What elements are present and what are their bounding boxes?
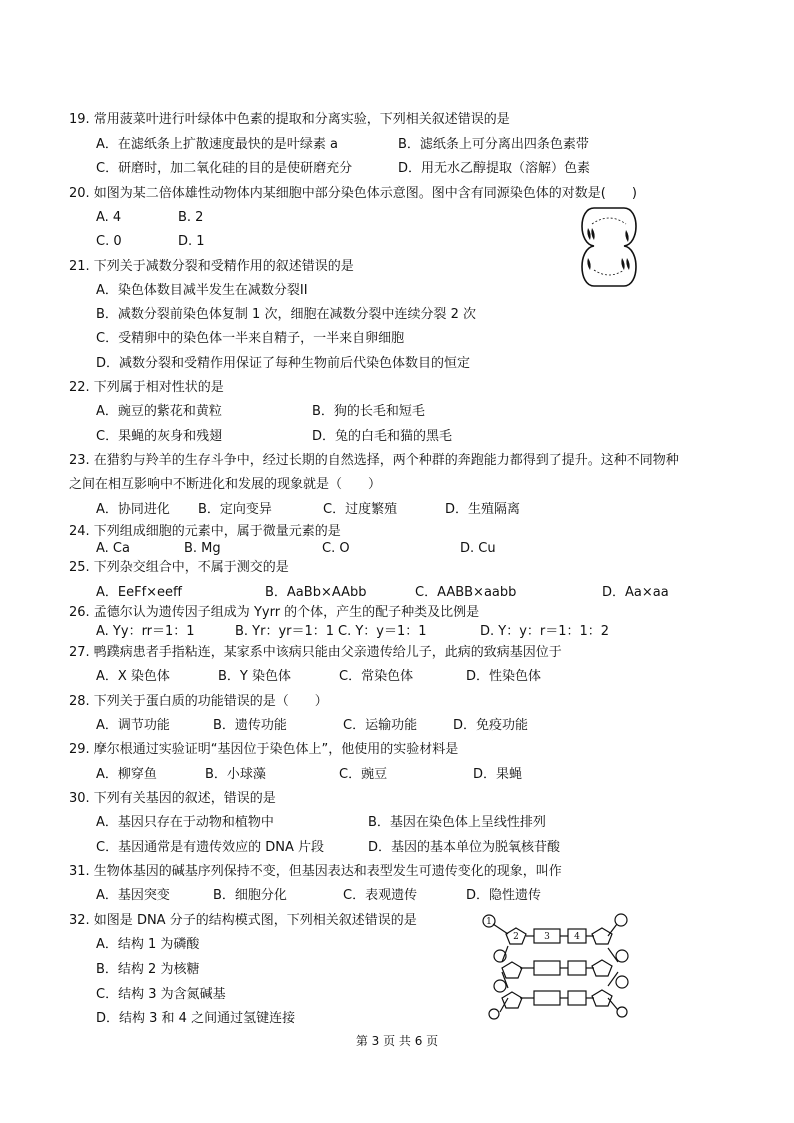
q30-option-a[interactable]: A．基因只存在于动物和植物中 xyxy=(96,815,274,830)
q25-option-d[interactable]: D．Aa×aa xyxy=(602,585,669,600)
dna-label-2: 2 xyxy=(513,932,519,942)
q30-stem: 30. 下列有关基因的叙述，错误的是 xyxy=(69,791,276,806)
q22-option-d[interactable]: D．兔的白毛和猫的黑毛 xyxy=(312,429,453,444)
q19-option-b[interactable]: B．滤纸条上可分离出四条色素带 xyxy=(398,137,589,152)
q27-option-d[interactable]: D．性染色体 xyxy=(466,669,542,684)
q26-option-d[interactable]: D. Y：y：r＝1：1：2 xyxy=(480,624,610,639)
cell-chromosome-figure xyxy=(574,204,644,290)
q20-option-c[interactable]: C. 0 xyxy=(96,234,122,249)
q23-stem-line1: 23. 在猎豹与羚羊的生存斗争中，经过长期的自然选择，两个种群的奔跑能力都得到了提升。这种不同物种 xyxy=(69,453,679,468)
q23-option-a[interactable]: A．协同进化 xyxy=(96,502,170,517)
chromosome-4 xyxy=(587,258,590,270)
q29-option-a[interactable]: A．柳穿鱼 xyxy=(96,767,157,782)
q32-option-b[interactable]: B．结构 2 为核糖 xyxy=(96,962,200,977)
q19-stem: 19. 常用菠菜叶进行叶绿体中色素的提取和分离实验，下列相关叙述错误的是 xyxy=(69,112,510,127)
q21-option-c[interactable]: C．受精卵中的染色体一半来自精子，一半来自卵细胞 xyxy=(96,331,405,346)
q24-option-c[interactable]: C. O xyxy=(322,541,350,556)
q23-option-d[interactable]: D．生殖隔离 xyxy=(445,502,521,517)
q30-option-c[interactable]: C．基因通常是有遗传效应的 DNA 片段 xyxy=(96,840,324,855)
q25-option-b[interactable]: B．AaBb×AAbb xyxy=(265,585,367,600)
q27-stem: 27. 鸭蹼病患者手指粘连，某家系中该病只能由父亲遗传给儿子，此病的致病基因位于 xyxy=(69,645,562,660)
q24-stem: 24. 下列组成细胞的元素中，属于微量元素的是 xyxy=(69,524,341,539)
q24-option-d[interactable]: D. Cu xyxy=(460,541,496,556)
q31-option-d[interactable]: D．隐性遗传 xyxy=(466,888,542,903)
q26-stem: 26. 孟德尔认为遗传因子组成为 Yyrr 的个体，产生的配子种类及比例是 xyxy=(69,605,480,620)
q27-option-b[interactable]: B．Y 染色体 xyxy=(218,669,291,684)
q22-option-c[interactable]: C．果蝇的灰身和残翅 xyxy=(96,429,223,444)
q19-option-c[interactable]: C．研磨时，加二氧化硅的目的是使研磨充分 xyxy=(96,161,353,176)
q21-option-d[interactable]: D．减数分裂和受精作用保证了每种生物前后代染色体数目的恒定 xyxy=(96,356,471,371)
q24-option-a[interactable]: A. Ca xyxy=(96,541,130,556)
q32-option-d[interactable]: D．结构 3 和 4 之间通过氢键连接 xyxy=(96,1011,296,1026)
q32-option-c[interactable]: C．结构 3 为含氮碱基 xyxy=(96,987,226,1002)
q29-option-d[interactable]: D．果蝇 xyxy=(473,767,523,782)
q30-option-d[interactable]: D．基因的基本单位为脱氧核苷酸 xyxy=(368,840,561,855)
q27-option-a[interactable]: A．X 染色体 xyxy=(96,669,170,684)
chromosome-3 xyxy=(625,230,628,242)
dna-label-1: 1 xyxy=(486,917,492,927)
q23-option-c[interactable]: C．过度繁殖 xyxy=(323,502,398,517)
q23-stem-line2: 之间在相互影响中不断进化和发展的现象就是（ ） xyxy=(69,477,382,492)
q25-option-a[interactable]: A．EeFf×eeff xyxy=(96,585,183,600)
page-number: 第 3 页 共 6 页 xyxy=(355,1034,439,1048)
q32-option-a[interactable]: A．结构 1 为磷酸 xyxy=(96,937,200,952)
q20-option-d[interactable]: D. 1 xyxy=(178,234,205,249)
q29-option-c[interactable]: C．豌豆 xyxy=(339,767,388,782)
dna-structure-figure xyxy=(480,912,640,1020)
q26-option-b[interactable]: B. Yr：yr＝1：1 xyxy=(235,624,335,639)
chromosome-5 xyxy=(621,258,624,270)
q21-option-a[interactable]: A．染色体数目减半发生在减数分裂II xyxy=(96,283,308,298)
chromosome-2 xyxy=(591,228,594,240)
q26-option-a[interactable]: A. Yy：rr＝1：1 xyxy=(96,624,195,639)
q25-option-c[interactable]: C．AABB×aabb xyxy=(415,585,517,600)
q24-option-b[interactable]: B. Mg xyxy=(184,541,221,556)
q22-option-a[interactable]: A．豌豆的紫花和黄粒 xyxy=(96,404,222,419)
q29-stem: 29. 摩尔根通过实验证明“基因位于染色体上”，他使用的实验材料是 xyxy=(69,742,459,757)
dna-label-3: 3 xyxy=(544,932,550,942)
dna-label-4: 4 xyxy=(574,932,580,942)
q22-stem: 22. 下列属于相对性状的是 xyxy=(69,380,224,395)
q19-option-d[interactable]: D．用无水乙醇提取（溶解）色素 xyxy=(398,161,591,176)
q26-option-c[interactable]: C. Y：y＝1：1 xyxy=(338,624,427,639)
q30-option-b[interactable]: B．基因在染色体上呈线性排列 xyxy=(368,815,546,830)
q31-option-b[interactable]: B．细胞分化 xyxy=(213,888,287,903)
q20-option-a[interactable]: A. 4 xyxy=(96,210,122,225)
chromosome-1 xyxy=(587,228,590,240)
q20-option-b[interactable]: B. 2 xyxy=(178,210,204,225)
q19-option-a[interactable]: A．在滤纸条上扩散速度最快的是叶绿素 a xyxy=(96,137,338,152)
q31-option-c[interactable]: C．表观遗传 xyxy=(343,888,418,903)
q28-stem: 28. 下列关于蛋白质的功能错误的是（ ） xyxy=(69,694,328,709)
q32-stem: 32. 如图是 DNA 分子的结构模式图，下列相关叙述错误的是 xyxy=(69,913,417,928)
q29-option-b[interactable]: B．小球藻 xyxy=(205,767,266,782)
q28-option-d[interactable]: D．免疫功能 xyxy=(453,718,529,733)
q21-option-b[interactable]: B．减数分裂前染色体复制 1 次，细胞在减数分裂中连续分裂 2 次 xyxy=(96,307,476,322)
q20-stem: 20. 如图为某二倍体雄性动物体内某细胞中部分染色体示意图。图中含有同源染色体的对数是( ) xyxy=(69,186,637,201)
q31-stem: 31. 生物体基因的碱基序列保持不变，但基因表达和表型发生可遗传变化的现象，叫作 xyxy=(69,864,562,879)
q25-stem: 25. 下列杂交组合中，不属于测交的是 xyxy=(69,560,289,575)
q27-option-c[interactable]: C．常染色体 xyxy=(339,669,414,684)
q28-option-c[interactable]: C．运输功能 xyxy=(343,718,418,733)
q21-stem: 21. 下列关于减数分裂和受精作用的叙述错误的是 xyxy=(69,259,354,274)
q28-option-b[interactable]: B．遗传功能 xyxy=(213,718,287,733)
q23-option-b[interactable]: B．定向变异 xyxy=(198,502,272,517)
q31-option-a[interactable]: A．基因突变 xyxy=(96,888,170,903)
q22-option-b[interactable]: B．狗的长毛和短毛 xyxy=(312,404,425,419)
chromosome-6 xyxy=(626,258,629,270)
q28-option-a[interactable]: A．调节功能 xyxy=(96,718,170,733)
